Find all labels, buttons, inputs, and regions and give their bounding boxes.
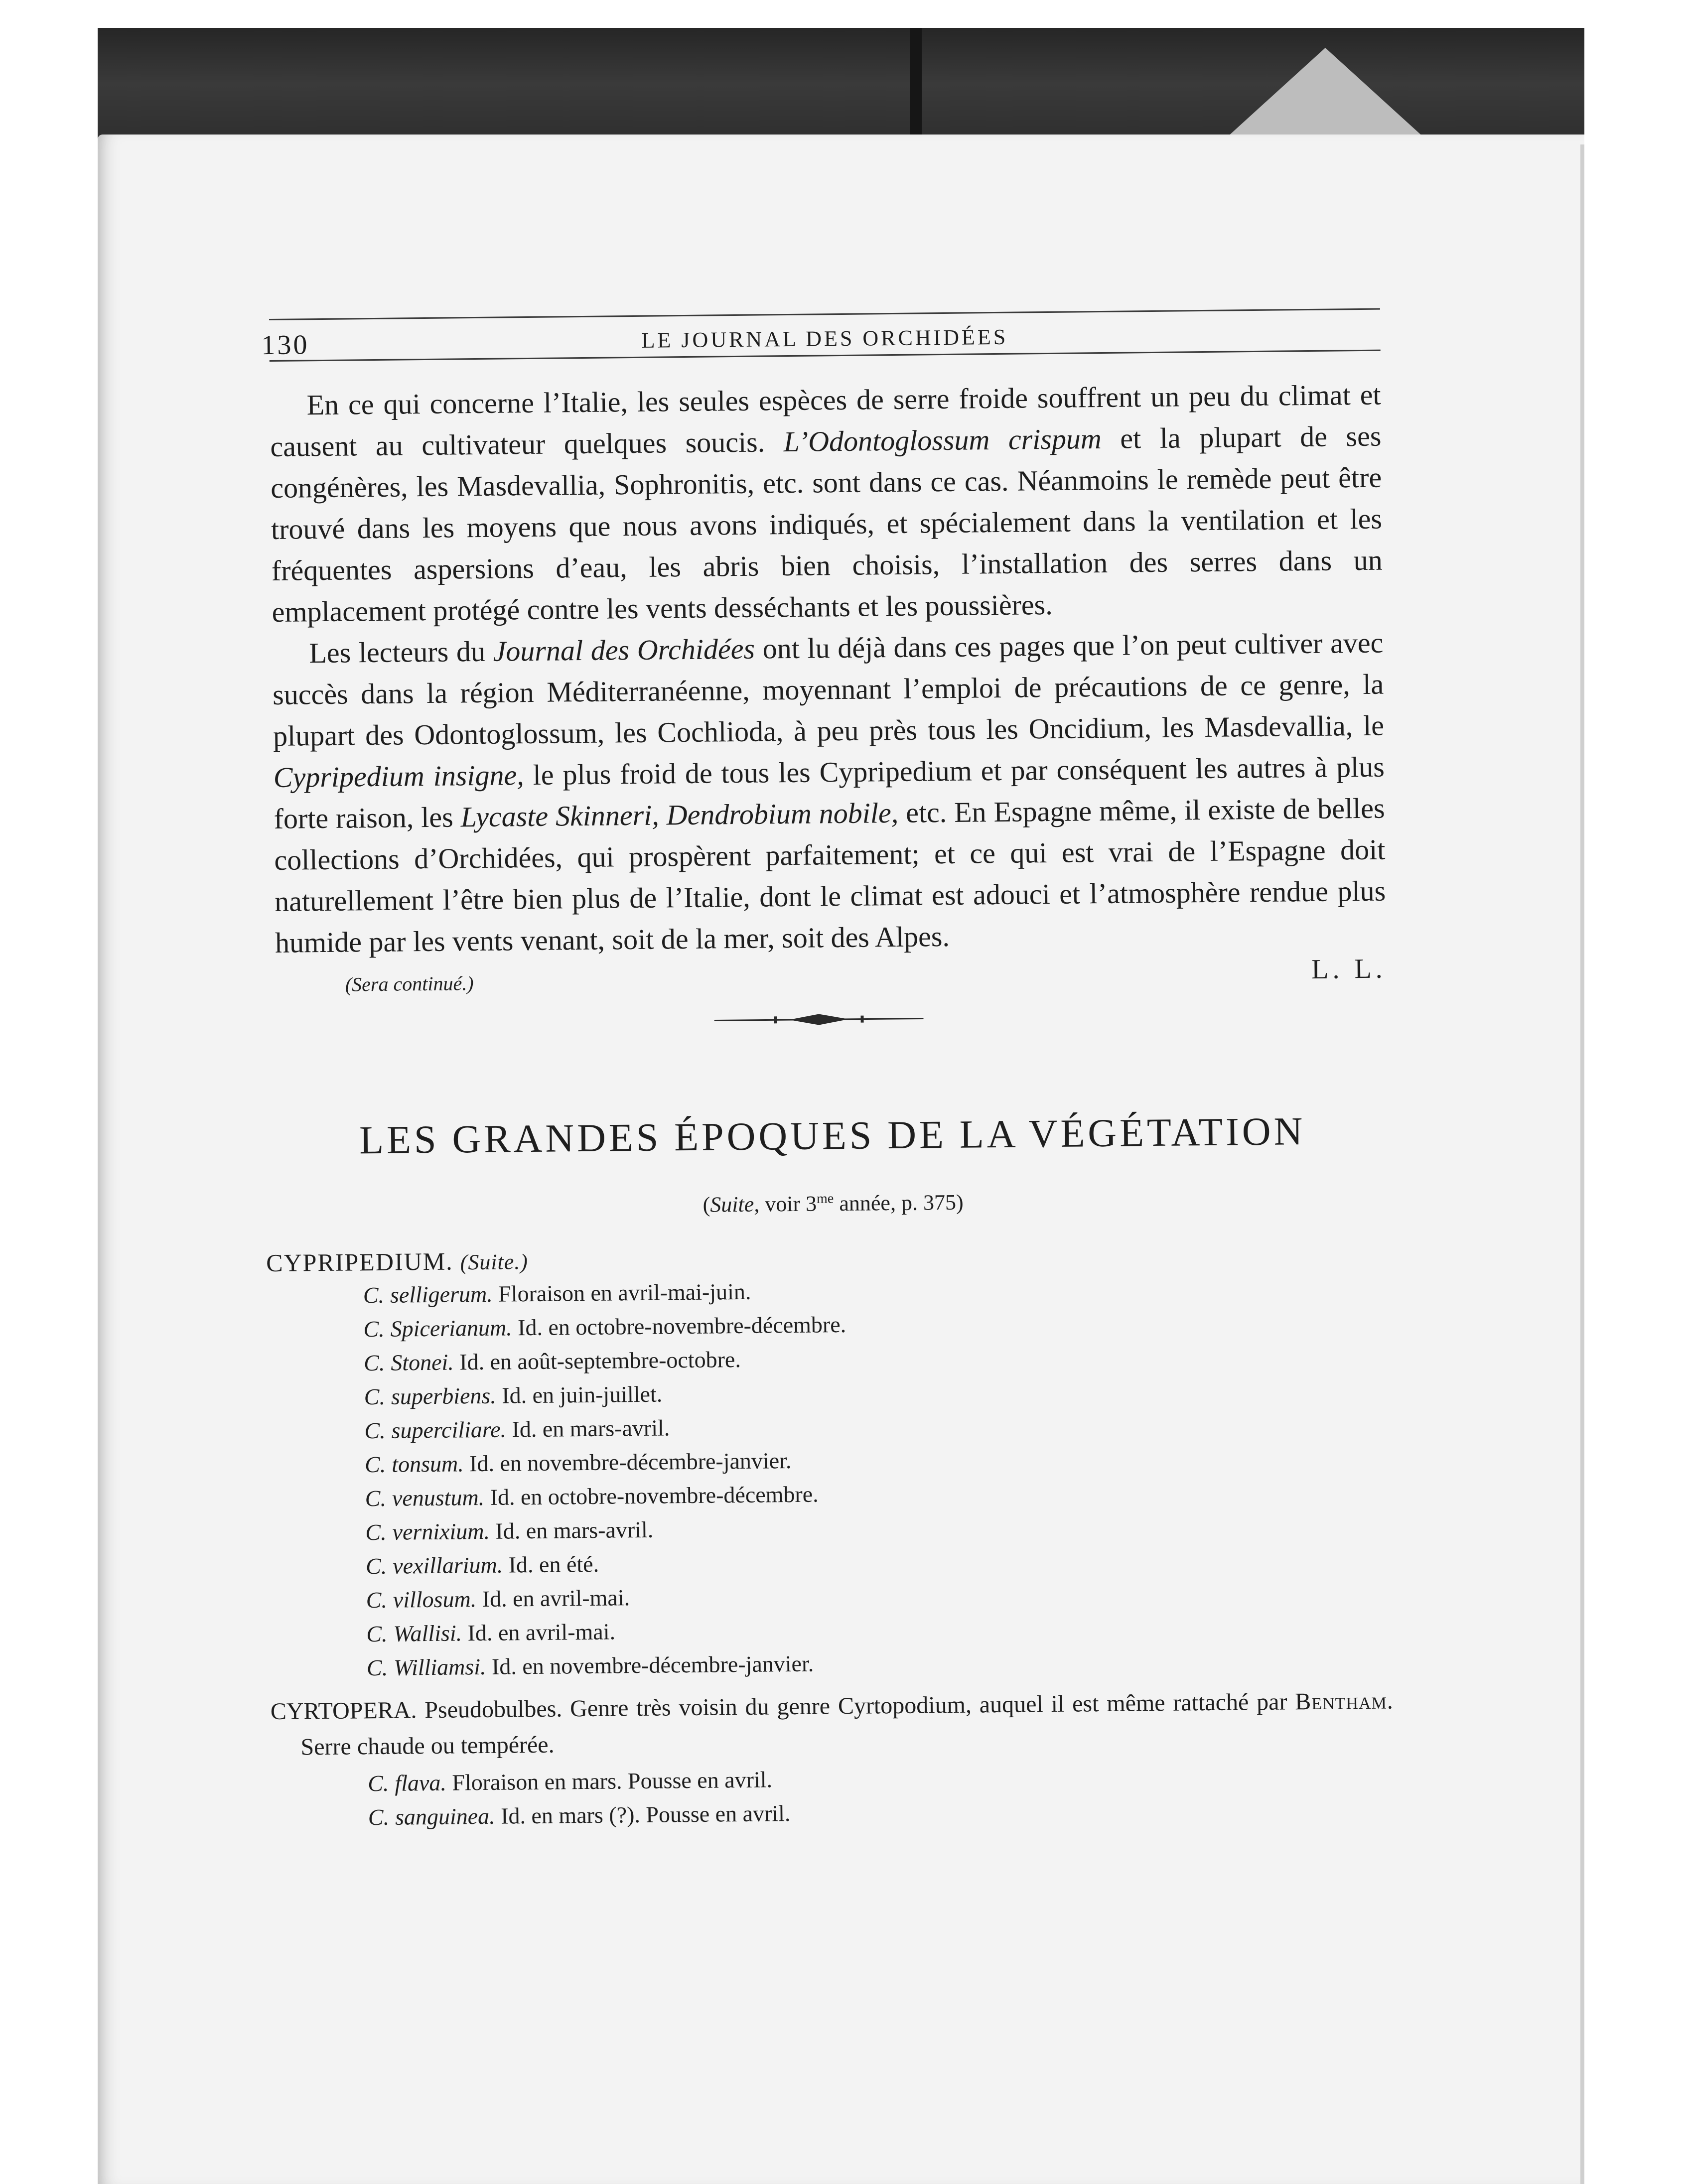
page-content [261, 308, 1395, 1835]
subtitle-rest: année, p. 375) [834, 1190, 964, 1216]
page-number: 130 [261, 329, 309, 361]
genus-suite: (Suite.) [460, 1249, 529, 1275]
species-epithet: tonsum. [392, 1451, 464, 1477]
divider-ornament-icon [714, 1011, 923, 1028]
paragraph-italy-text-1: En ce qui concerne l’Italie, les seules espèces de serre froide souffrent un peu du climat et causent au cultivateur quelques soucis. [270, 378, 1381, 463]
section-divider-ornament [276, 999, 1387, 1044]
page-edge [1580, 144, 1584, 2184]
species-epithet: Williamsi. [393, 1653, 486, 1680]
subtitle-superscript: me [816, 1191, 834, 1207]
species-epithet: flava. [395, 1770, 447, 1796]
species-text: Id. en mars-avril. [489, 1516, 654, 1544]
species-abbr: C. [366, 1621, 388, 1647]
species-abbr: C. [365, 1485, 387, 1511]
species-abbr: C. [366, 1654, 388, 1681]
genus-description-2: Serre chaude ou tempérée. [300, 1731, 555, 1761]
scan-page-fold [1216, 48, 1435, 147]
paragraph-readers-text-2: ont lu déjà dans ces pages que l’on peut cultiver avec succès dans la région Méditerranéenne, moyennant l’emploi de précautions de ce genre, la plupart des Odontoglossum, les Cochlioda, à peu près tous les Oncidium, les Masdevallia, le [272, 626, 1385, 752]
species-epithet: superbiens. [391, 1382, 497, 1409]
species-epithet: Wallisi. [393, 1620, 462, 1646]
species-text: Id. en novembre-décembre-janvier. [486, 1650, 814, 1679]
section-subtitle [278, 1186, 1389, 1222]
scan-binding-seam [910, 28, 922, 152]
genus-name: CYRTOPERA. [270, 1697, 417, 1725]
species-abbr: C. [363, 1350, 385, 1376]
species-text: Id. en juin-juillet. [496, 1381, 663, 1408]
species-text: Floraison en avril-mai-juin. [492, 1278, 751, 1307]
species-list-cyrtopera [368, 1757, 1395, 1834]
paragraph-readers-italic-3: Lycaste Skinneri, Dendrobium nobile, [460, 796, 899, 833]
species-text: Id. en novembre-décembre-janvier. [463, 1448, 792, 1477]
species-abbr: C. [363, 1282, 385, 1308]
species-epithet: vexillarium. [392, 1552, 503, 1579]
genus-description-1: Pseudobulbes. Genre très voisin du genre Cyrtopodium, auquel il est même rattaché par [417, 1688, 1295, 1724]
section-title: LES GRANDES ÉPOQUES DE LA VÉGÉTATION [359, 1109, 1306, 1163]
species-abbr: C. [363, 1316, 385, 1342]
subtitle-suite: Suite, [710, 1192, 760, 1217]
species-epithet: Spicerianum. [390, 1315, 512, 1342]
species-abbr: C. [364, 1451, 386, 1478]
species-text: Id. en avril-mai. [461, 1619, 616, 1646]
genus-author: Bentham. [1295, 1687, 1394, 1715]
species-list-cypripedium [363, 1269, 1393, 1685]
species-abbr: C. [366, 1587, 388, 1613]
scan-binding-strip [98, 28, 1584, 152]
species-abbr: C. [364, 1417, 386, 1444]
species-text: Id. en été. [502, 1551, 599, 1578]
genus-entry-cyrtopera [270, 1683, 1394, 1766]
paragraph-readers-text-3: le plus froid de tous les Cypripedium et par conséquent les autres à plus forte raison, les [274, 750, 1385, 835]
paragraph-readers-italic-1: Journal des Orchidées [493, 632, 755, 668]
species-abbr: C. [365, 1519, 387, 1545]
subtitle-voir: voir 3 [759, 1191, 817, 1217]
species-epithet: vernixium. [392, 1518, 490, 1545]
species-abbr: C. [368, 1804, 390, 1830]
species-text: Id. en mars-avril. [506, 1415, 670, 1442]
paragraph-readers-italic-2: Cypripedium insigne, [273, 759, 525, 794]
species-epithet: villosum. [393, 1586, 477, 1613]
paragraph-readers [272, 622, 1386, 963]
running-title: LE JOURNAL DES ORCHIDÉES [641, 324, 1008, 353]
species-epithet: selligerum. [390, 1281, 493, 1308]
paragraph-italy-text-2: et la plupart de ses congénères, les Masdevallia, Sophronitis, etc. sont dans ce cas. Néanmoins le remède peut être trouvé dans les moyens que nous avons indiqués, et spécialement dans la ventilation et les fréquentes aspersions d’eau, les abris bien choisis, l’installation des serres dans un emplacement protégé contre les vents desséchants et les poussières. [270, 419, 1383, 628]
species-text: Id. en août-septembre-octobre. [453, 1347, 741, 1375]
species-text: Id. en octobre-novembre-décembre. [512, 1311, 846, 1341]
author-signature: L. L. [1311, 953, 1387, 985]
species-text: Floraison en mars. Pousse en avril. [446, 1767, 773, 1795]
species-epithet: superciliare. [391, 1416, 507, 1443]
species-epithet: sanguinea. [395, 1803, 495, 1830]
subtitle-open-paren: ( [703, 1192, 710, 1217]
species-text: Id. en avril-mai. [476, 1585, 630, 1612]
paragraph-italy-italic: L’Odontoglossum crispum [783, 422, 1102, 458]
paragraph-readers-text-4: etc. En Espagne même, il existe de belles collections d’Orchidées, qui prospèrent parfaitement; et ce qui est vrai de l’Espagne doit naturellement l’être bien plus de l’Italie, dont le climat est adouci et l’atmosphère rendue plus humide par les vents venant, soit de la mer, soit des Alpes. [274, 792, 1386, 959]
paragraph-italy [270, 374, 1383, 633]
genus-name: CYPRIPEDIUM. [266, 1247, 453, 1277]
species-epithet: venustum. [392, 1484, 485, 1511]
species-epithet: Stonei. [391, 1349, 454, 1375]
species-abbr: C. [367, 1770, 389, 1796]
species-abbr: C. [365, 1553, 387, 1579]
species-text: Id. en octobre-novembre-décembre. [484, 1481, 819, 1510]
species-abbr: C. [364, 1383, 386, 1410]
sera-continue: (Sera continué.) [345, 972, 474, 996]
species-text: Id. en mars (?). Pousse en avril. [495, 1800, 791, 1829]
paragraph-readers-text-1: Les lecteurs du [309, 635, 493, 670]
